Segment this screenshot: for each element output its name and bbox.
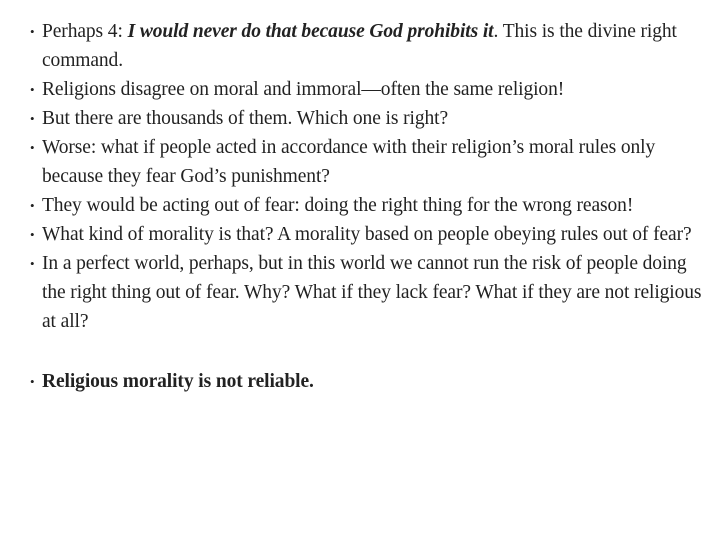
bullet-text: Religions disagree on moral and immoral—often the same religion! bbox=[42, 79, 565, 100]
bullet-item bbox=[30, 249, 702, 336]
bullet-text: But there are thousands of them. Which one is right? bbox=[42, 108, 449, 129]
bullet-item bbox=[30, 191, 702, 220]
bullet-marker: • bbox=[30, 111, 35, 126]
bullet-item bbox=[30, 75, 702, 104]
bullet-item bbox=[30, 104, 702, 133]
bullet-marker: • bbox=[30, 198, 35, 213]
bullet-marker: • bbox=[30, 374, 35, 389]
bullet-item bbox=[30, 17, 702, 75]
bullet-emphasis: I would never do that because God prohibits it bbox=[127, 21, 494, 42]
bullet-text bbox=[42, 17, 702, 75]
bullet-marker: • bbox=[30, 227, 35, 242]
bullet-item-conclusion bbox=[30, 367, 702, 396]
bullet-item bbox=[30, 133, 702, 191]
bullet-marker: • bbox=[30, 82, 35, 97]
bullet-text: Worse: what if people acted in accordance with their religion’s moral rules only because they fear God’s punishment? bbox=[42, 137, 656, 187]
bullet-lead: Perhaps 4: bbox=[42, 21, 128, 42]
bullet-text-conclusion: Religious morality is not reliable. bbox=[42, 371, 314, 392]
bullet-rest: . This is the divine right command. bbox=[42, 21, 677, 71]
bullet-marker: • bbox=[30, 256, 35, 271]
bullet-list bbox=[30, 17, 702, 396]
bullet-text: In a perfect world, perhaps, but in this world we cannot run the risk of people doing the right thing out of fear. Why? What if they lack fear? What if they are not religious at all? bbox=[42, 253, 702, 332]
bullet-text: They would be acting out of fear: doing the right thing for the wrong reason! bbox=[42, 195, 634, 216]
bullet-text: What kind of morality is that? A morality based on people obeying rules out of fear? bbox=[42, 224, 692, 245]
bullet-marker: • bbox=[30, 140, 35, 155]
bullet-marker: • bbox=[30, 24, 35, 39]
bullet-item bbox=[30, 220, 702, 249]
